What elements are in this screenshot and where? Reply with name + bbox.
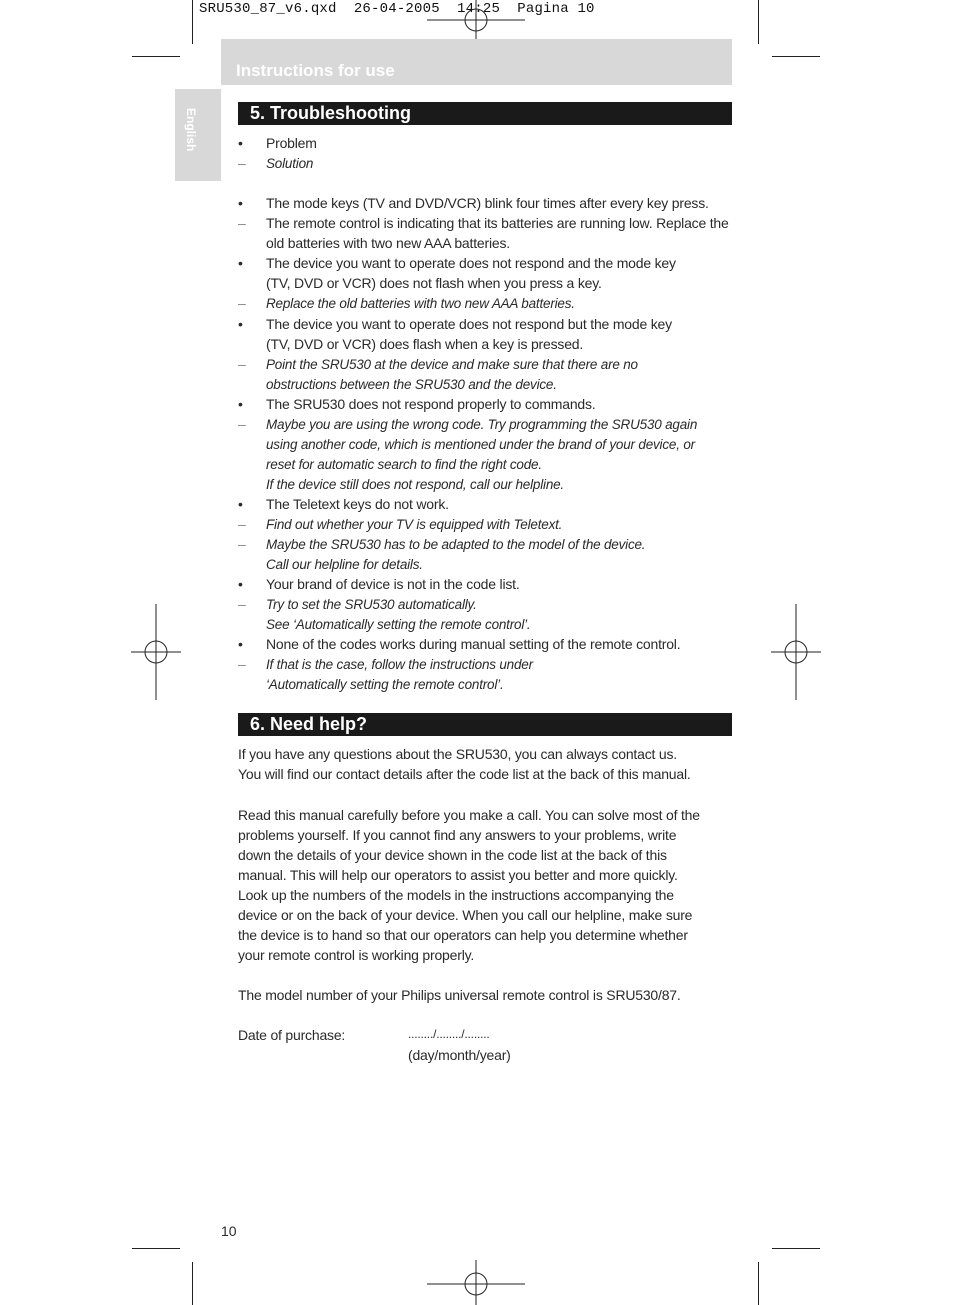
crop-mark: [758, 1262, 759, 1305]
solution-text: using another code, which is mentioned under the brand of your device, or: [266, 437, 695, 452]
solution-text: Find out whether your TV is equipped with Teletext.: [266, 517, 563, 532]
help-paragraph: If you have any questions about the SRU530, you can always contact us.: [238, 746, 677, 762]
bullet: •: [238, 195, 243, 211]
dash: –: [238, 596, 246, 612]
date-format-hint: (day/month/year): [408, 1047, 511, 1063]
problem-text: (TV, DVD or VCR) does not flash when you press a key.: [266, 275, 602, 291]
crop-mark: [132, 56, 180, 57]
help-paragraph: device or on the back of your device. When you call our helpline, make sure: [238, 907, 693, 923]
solution-text: Maybe the SRU530 has to be adapted to the model of the device.: [266, 537, 646, 552]
solution-text: See ‘Automatically setting the remote control’.: [266, 617, 531, 632]
solution-text: obstructions between the SRU530 and the device.: [266, 377, 557, 392]
model-number-text: The model number of your Philips universal remote control is SRU530/87.: [238, 987, 681, 1003]
language-tab: [175, 89, 221, 181]
problem-text: The mode keys (TV and DVD/VCR) blink four times after every key press.: [266, 195, 709, 211]
problem-text: The Teletext keys do not work.: [266, 496, 449, 512]
header-title: Instructions for use: [236, 61, 395, 80]
solution-text: The remote control is indicating that its batteries are running low. Replace the: [266, 215, 729, 231]
dash: –: [238, 536, 246, 552]
problem-text: The device you want to operate does not respond but the mode key: [266, 316, 672, 332]
problem-text: The device you want to operate does not respond and the mode key: [266, 255, 676, 271]
dash: –: [238, 516, 246, 532]
legend-solution: Solution: [266, 156, 314, 171]
solution-text: If that is the case, follow the instructions under: [266, 657, 533, 672]
date-of-purchase-field: ......../......../........: [408, 1027, 490, 1041]
bullet: •: [238, 396, 243, 412]
page-number: 10: [221, 1223, 237, 1239]
solution-text: old batteries with two new AAA batteries.: [266, 235, 510, 251]
help-paragraph: problems yourself. If you cannot find any answers to your problems, write: [238, 827, 677, 843]
problem-text: The SRU530 does not respond properly to commands.: [266, 396, 596, 412]
problem-text: None of the codes works during manual setting of the remote control.: [266, 636, 681, 652]
crop-mark: [192, 1262, 193, 1305]
solution-text: Maybe you are using the wrong code. Try programming the SRU530 again: [266, 417, 698, 432]
registration-mark-right: [771, 604, 821, 700]
section-heading-need-help: 6. Need help?: [238, 713, 732, 736]
solution-text: Try to set the SRU530 automatically.: [266, 597, 477, 612]
crop-mark: [772, 1248, 820, 1249]
help-paragraph: down the details of your device shown in the code list at the back of this: [238, 847, 667, 863]
help-paragraph: Read this manual carefully before you make a call. You can solve most of the: [238, 807, 700, 823]
help-paragraph: your remote control is working properly.: [238, 947, 475, 963]
bullet: •: [238, 496, 243, 512]
solution-text: ‘Automatically setting the remote control’.: [266, 677, 504, 692]
dash: –: [238, 295, 246, 311]
crop-mark: [772, 56, 820, 57]
solution-text: Point the SRU530 at the device and make sure that there are no: [266, 357, 638, 372]
registration-mark-bottom: [427, 1260, 525, 1305]
file-slug: SRU530_87_v6.qxd 26-04-2005 14:25 Pagina 10: [199, 1, 595, 17]
section-heading-troubleshooting: 5. Troubleshooting: [238, 102, 732, 125]
language-tab-label: English: [184, 108, 198, 152]
solution-text: reset for automatic search to find the right code.: [266, 457, 542, 472]
help-paragraph: manual. This will help our operators to assist you better and more quickly.: [238, 867, 678, 883]
help-paragraph: Look up the numbers of the models in the instructions accompanying the: [238, 887, 674, 903]
bullet: •: [238, 316, 243, 332]
solution-text: If the device still does not respond, call our helpline.: [266, 477, 564, 492]
help-paragraph: You will find our contact details after the code list at the back of this manual.: [238, 766, 691, 782]
legend-problem: Problem: [266, 135, 317, 151]
solution-text: Replace the old batteries with two new AAA batteries.: [266, 296, 575, 311]
registration-mark-top: [427, 0, 525, 44]
dash: –: [238, 656, 246, 672]
solution-text: Call our helpline for details.: [266, 557, 423, 572]
crop-mark: [758, 0, 759, 44]
problem-text: (TV, DVD or VCR) does flash when a key is pressed.: [266, 336, 584, 352]
crop-mark: [132, 1248, 180, 1249]
registration-mark-left: [131, 604, 181, 700]
dash: –: [238, 155, 246, 171]
date-of-purchase-label: Date of purchase:: [238, 1027, 346, 1043]
help-paragraph: the device is to hand so that our operators can help you determine whether: [238, 927, 688, 943]
crop-mark: [192, 0, 193, 44]
bullet: •: [238, 255, 243, 271]
problem-text: Your brand of device is not in the code list.: [266, 576, 520, 592]
bullet: •: [238, 576, 243, 592]
dash: –: [238, 356, 246, 372]
bullet: •: [238, 135, 243, 151]
dash: –: [238, 215, 246, 231]
dash: –: [238, 416, 246, 432]
bullet: •: [238, 636, 243, 652]
